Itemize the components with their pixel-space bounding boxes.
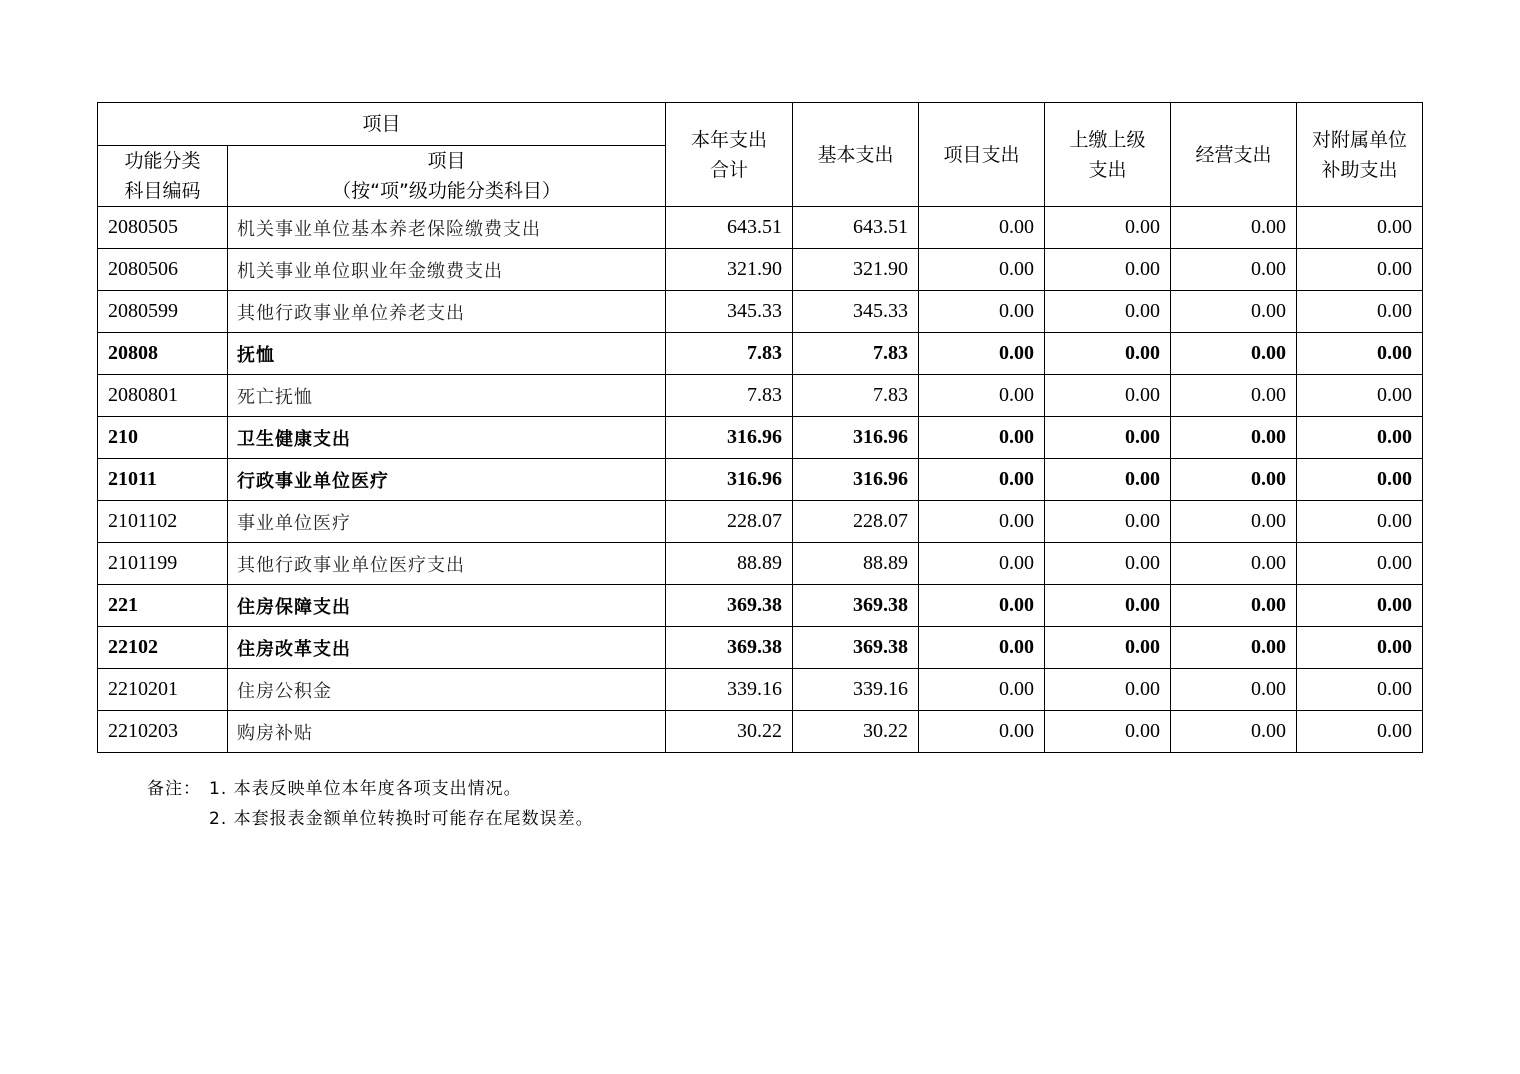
cell-subsidiary: 0.00 xyxy=(1297,249,1423,291)
expenditure-table xyxy=(97,102,1423,753)
cell-total: 7.83 xyxy=(666,375,793,417)
cell-upper: 0.00 xyxy=(1045,543,1171,585)
header-project: 项目支出 xyxy=(919,103,1045,207)
cell-subsidiary: 0.00 xyxy=(1297,375,1423,417)
cell-basic: 339.16 xyxy=(793,669,919,711)
cell-code: 2080506 xyxy=(98,249,228,291)
cell-name: 抚恤 xyxy=(228,333,666,375)
cell-subsidiary: 0.00 xyxy=(1297,207,1423,249)
cell-code: 2080599 xyxy=(98,291,228,333)
cell-project: 0.00 xyxy=(919,627,1045,669)
cell-name: 机关事业单位职业年金缴费支出 xyxy=(228,249,666,291)
cell-total: 316.96 xyxy=(666,417,793,459)
cell-project: 0.00 xyxy=(919,459,1045,501)
cell-basic: 228.07 xyxy=(793,501,919,543)
cell-total: 369.38 xyxy=(666,627,793,669)
cell-code: 20808 xyxy=(98,333,228,375)
cell-operating: 0.00 xyxy=(1171,459,1297,501)
cell-total: 369.38 xyxy=(666,585,793,627)
table-body xyxy=(98,207,1423,753)
header-code: 功能分类 科目编码 xyxy=(98,146,228,207)
cell-code: 2101102 xyxy=(98,501,228,543)
table-header xyxy=(98,103,1423,207)
cell-code: 2210203 xyxy=(98,711,228,753)
cell-name: 事业单位医疗 xyxy=(228,501,666,543)
cell-project: 0.00 xyxy=(919,585,1045,627)
table-row xyxy=(98,417,1423,459)
cell-project: 0.00 xyxy=(919,417,1045,459)
cell-total: 345.33 xyxy=(666,291,793,333)
cell-upper: 0.00 xyxy=(1045,291,1171,333)
cell-subsidiary: 0.00 xyxy=(1297,333,1423,375)
cell-total: 321.90 xyxy=(666,249,793,291)
cell-upper: 0.00 xyxy=(1045,501,1171,543)
cell-code: 21011 xyxy=(98,459,228,501)
table-row xyxy=(98,375,1423,417)
cell-total: 339.16 xyxy=(666,669,793,711)
header-basic: 基本支出 xyxy=(793,103,919,207)
header-name-line1: 项目 xyxy=(427,150,466,172)
cell-name: 住房公积金 xyxy=(228,669,666,711)
cell-code: 2080505 xyxy=(98,207,228,249)
note-line-2: 2. 本套报表金额单位转换时可能存在尾数误差。 xyxy=(209,809,594,829)
note-line-1: 1. 本表反映单位本年度各项支出情况。 xyxy=(209,779,522,799)
cell-basic: 369.38 xyxy=(793,585,919,627)
table-row xyxy=(98,333,1423,375)
cell-name: 其他行政事业单位养老支出 xyxy=(228,291,666,333)
cell-basic: 643.51 xyxy=(793,207,919,249)
cell-subsidiary: 0.00 xyxy=(1297,711,1423,753)
cell-basic: 88.89 xyxy=(793,543,919,585)
header-item-group: 项目 xyxy=(98,103,666,146)
cell-operating: 0.00 xyxy=(1171,249,1297,291)
cell-total: 643.51 xyxy=(666,207,793,249)
cell-name: 死亡抚恤 xyxy=(228,375,666,417)
header-operating: 经营支出 xyxy=(1171,103,1297,207)
cell-upper: 0.00 xyxy=(1045,627,1171,669)
cell-name: 住房保障支出 xyxy=(228,585,666,627)
cell-project: 0.00 xyxy=(919,291,1045,333)
cell-operating: 0.00 xyxy=(1171,501,1297,543)
cell-total: 7.83 xyxy=(666,333,793,375)
notes-label: 备注： xyxy=(147,779,201,799)
table-row xyxy=(98,711,1423,753)
cell-subsidiary: 0.00 xyxy=(1297,669,1423,711)
cell-code: 22102 xyxy=(98,627,228,669)
cell-upper: 0.00 xyxy=(1045,249,1171,291)
cell-project: 0.00 xyxy=(919,501,1045,543)
cell-upper: 0.00 xyxy=(1045,711,1171,753)
cell-code: 2101199 xyxy=(98,543,228,585)
cell-project: 0.00 xyxy=(919,249,1045,291)
cell-project: 0.00 xyxy=(919,333,1045,375)
cell-operating: 0.00 xyxy=(1171,207,1297,249)
cell-name: 机关事业单位基本养老保险缴费支出 xyxy=(228,207,666,249)
cell-name: 行政事业单位医疗 xyxy=(228,459,666,501)
table-row xyxy=(98,207,1423,249)
table-row xyxy=(98,669,1423,711)
cell-basic: 345.33 xyxy=(793,291,919,333)
cell-subsidiary: 0.00 xyxy=(1297,459,1423,501)
cell-upper: 0.00 xyxy=(1045,333,1171,375)
header-subsidiary: 对附属单位 补助支出 xyxy=(1297,103,1423,207)
cell-basic: 30.22 xyxy=(793,711,919,753)
cell-operating: 0.00 xyxy=(1171,627,1297,669)
cell-code: 221 xyxy=(98,585,228,627)
cell-operating: 0.00 xyxy=(1171,417,1297,459)
cell-total: 316.96 xyxy=(666,459,793,501)
cell-total: 228.07 xyxy=(666,501,793,543)
table-row xyxy=(98,501,1423,543)
cell-project: 0.00 xyxy=(919,207,1045,249)
cell-basic: 321.90 xyxy=(793,249,919,291)
header-name xyxy=(228,146,666,207)
cell-basic: 7.83 xyxy=(793,375,919,417)
table-row xyxy=(98,291,1423,333)
cell-basic: 369.38 xyxy=(793,627,919,669)
table-row xyxy=(98,585,1423,627)
table-row xyxy=(98,543,1423,585)
cell-subsidiary: 0.00 xyxy=(1297,501,1423,543)
cell-subsidiary: 0.00 xyxy=(1297,417,1423,459)
cell-upper: 0.00 xyxy=(1045,417,1171,459)
cell-basic: 316.96 xyxy=(793,417,919,459)
cell-operating: 0.00 xyxy=(1171,291,1297,333)
cell-basic: 316.96 xyxy=(793,459,919,501)
cell-subsidiary: 0.00 xyxy=(1297,585,1423,627)
cell-operating: 0.00 xyxy=(1171,333,1297,375)
footnotes xyxy=(147,774,594,834)
cell-code: 210 xyxy=(98,417,228,459)
cell-project: 0.00 xyxy=(919,711,1045,753)
cell-operating: 0.00 xyxy=(1171,669,1297,711)
table-row xyxy=(98,459,1423,501)
cell-code: 2080801 xyxy=(98,375,228,417)
cell-operating: 0.00 xyxy=(1171,711,1297,753)
table-row xyxy=(98,627,1423,669)
cell-total: 88.89 xyxy=(666,543,793,585)
cell-project: 0.00 xyxy=(919,375,1045,417)
cell-name: 购房补贴 xyxy=(228,711,666,753)
cell-upper: 0.00 xyxy=(1045,207,1171,249)
cell-subsidiary: 0.00 xyxy=(1297,627,1423,669)
cell-project: 0.00 xyxy=(919,543,1045,585)
cell-basic: 7.83 xyxy=(793,333,919,375)
header-name-line2: （按“项”级功能分类科目） xyxy=(332,180,561,202)
cell-upper: 0.00 xyxy=(1045,585,1171,627)
cell-subsidiary: 0.00 xyxy=(1297,543,1423,585)
table-row xyxy=(98,249,1423,291)
cell-subsidiary: 0.00 xyxy=(1297,291,1423,333)
header-upper: 上缴上级 支出 xyxy=(1045,103,1171,207)
cell-name: 卫生健康支出 xyxy=(228,417,666,459)
cell-operating: 0.00 xyxy=(1171,585,1297,627)
cell-code: 2210201 xyxy=(98,669,228,711)
cell-project: 0.00 xyxy=(919,669,1045,711)
cell-upper: 0.00 xyxy=(1045,459,1171,501)
cell-name: 住房改革支出 xyxy=(228,627,666,669)
cell-operating: 0.00 xyxy=(1171,375,1297,417)
header-total: 本年支出 合计 xyxy=(666,103,793,207)
cell-upper: 0.00 xyxy=(1045,375,1171,417)
cell-total: 30.22 xyxy=(666,711,793,753)
cell-upper: 0.00 xyxy=(1045,669,1171,711)
cell-operating: 0.00 xyxy=(1171,543,1297,585)
cell-name: 其他行政事业单位医疗支出 xyxy=(228,543,666,585)
